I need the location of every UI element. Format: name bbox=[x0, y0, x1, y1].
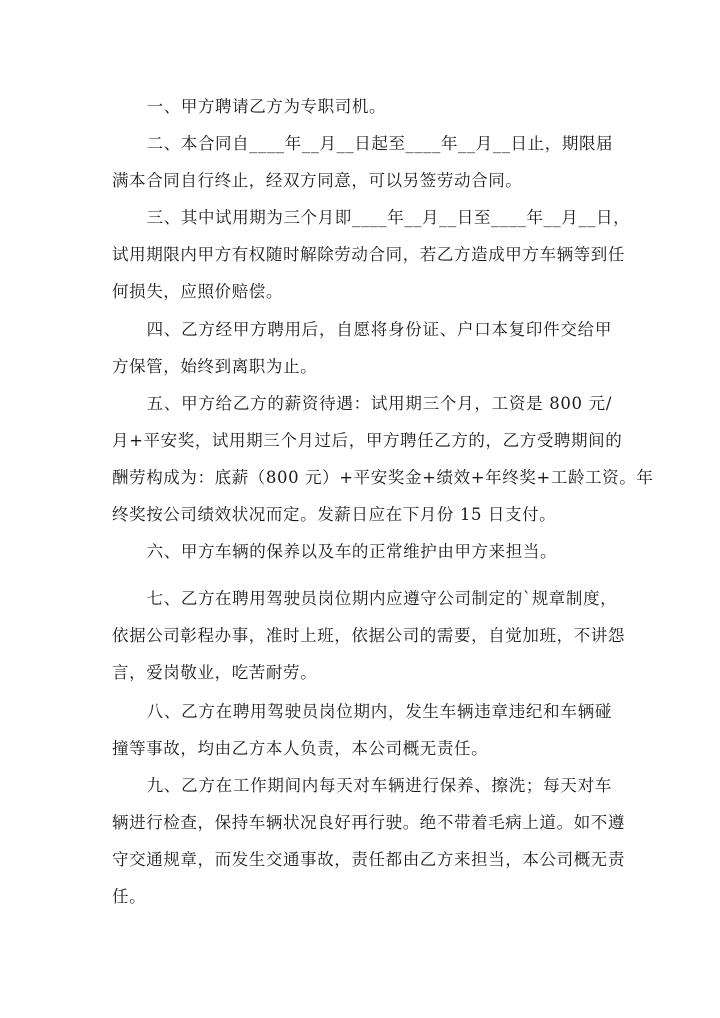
clause-3-line-2: 试用期限内甲方有权随时解除劳动合同，若乙方造成甲方车辆等到任 bbox=[112, 245, 625, 264]
clause-5-line-3: 酬劳构成为：底薪（800 元）+平安奖金+绩效+年终奖+工龄工资。年 bbox=[112, 468, 654, 487]
clause-8-paragraph bbox=[112, 693, 612, 767]
clause-5-line-4: 终奖按公司绩效状况而定。发薪日应在下月份 15 日支付。 bbox=[112, 505, 557, 524]
clause-5-line-1: 五、甲方给乙方的薪资待遇：试用期三个月，工资是 800 元/ bbox=[146, 394, 612, 413]
clause-6-line-1: 六、甲方车辆的保养以及车的正常维护由甲方来担当。 bbox=[146, 542, 558, 561]
clause-1-paragraph bbox=[112, 88, 612, 125]
clause-1-line-1: 一、甲方聘请乙方为专职司机。 bbox=[146, 97, 387, 116]
clause-9-line-4: 任。 bbox=[112, 887, 147, 906]
clause-4-line-1: 四、乙方经甲方聘用后，自愿将身份证、户口本复印件交给甲 bbox=[146, 320, 612, 339]
clause-7-line-3: 言，爱岗敬业，吃苦耐劳。 bbox=[112, 663, 318, 682]
clause-2-paragraph bbox=[112, 125, 612, 199]
clause-5-paragraph bbox=[112, 385, 654, 533]
clause-9-line-3: 守交通规章，而发生交通事故，责任都由乙方来担当，本公司概无责 bbox=[112, 850, 625, 869]
clause-5-line-2: 月+平安奖，试用期三个月过后，甲方聘任乙方的，乙方受聘期间的 bbox=[112, 431, 623, 450]
clause-7-paragraph bbox=[112, 580, 625, 691]
clause-8-line-2: 撞等事故，均由乙方本人负责，本公司概无责任。 bbox=[112, 739, 489, 758]
clause-7-line-2: 依据公司彰程办事，准时上班，依据公司的需要，自觉加班，不讲怨 bbox=[112, 626, 625, 645]
clause-3-line-1: 三、其中试用期为三个月即____年__月__日至____年__月__日， bbox=[146, 208, 631, 227]
clause-7-line-1: 七、乙方在聘用驾驶员岗位期内应遵守公司制定的`规章制度， bbox=[146, 589, 618, 608]
clause-9-line-1: 九、乙方在工作期间内每天对车辆进行保养、擦洗；每天对车 bbox=[146, 776, 612, 795]
clause-3-paragraph bbox=[112, 199, 631, 310]
clause-2-line-2: 满本合同自行终止，经双方同意，可以另签劳动合同。 bbox=[112, 171, 523, 190]
clause-2-line-1: 二、本合同自____年__月__日起至____年__月__日止，期限届 bbox=[146, 134, 614, 153]
clause-4-paragraph bbox=[112, 311, 612, 385]
clause-3-line-3: 何损失，应照价赔偿。 bbox=[112, 282, 283, 301]
clause-8-line-1: 八、乙方在聘用驾驶员岗位期内，发生车辆违章违纪和车辆碰 bbox=[146, 702, 612, 721]
clause-9-paragraph bbox=[112, 767, 625, 915]
clause-9-line-2: 辆进行检查，保持车辆状况良好再行驶。绝不带着毛病上道。如不遵 bbox=[112, 813, 625, 832]
clause-6-paragraph bbox=[112, 533, 612, 570]
clause-4-line-2: 方保管，始终到离职为止。 bbox=[112, 357, 318, 376]
